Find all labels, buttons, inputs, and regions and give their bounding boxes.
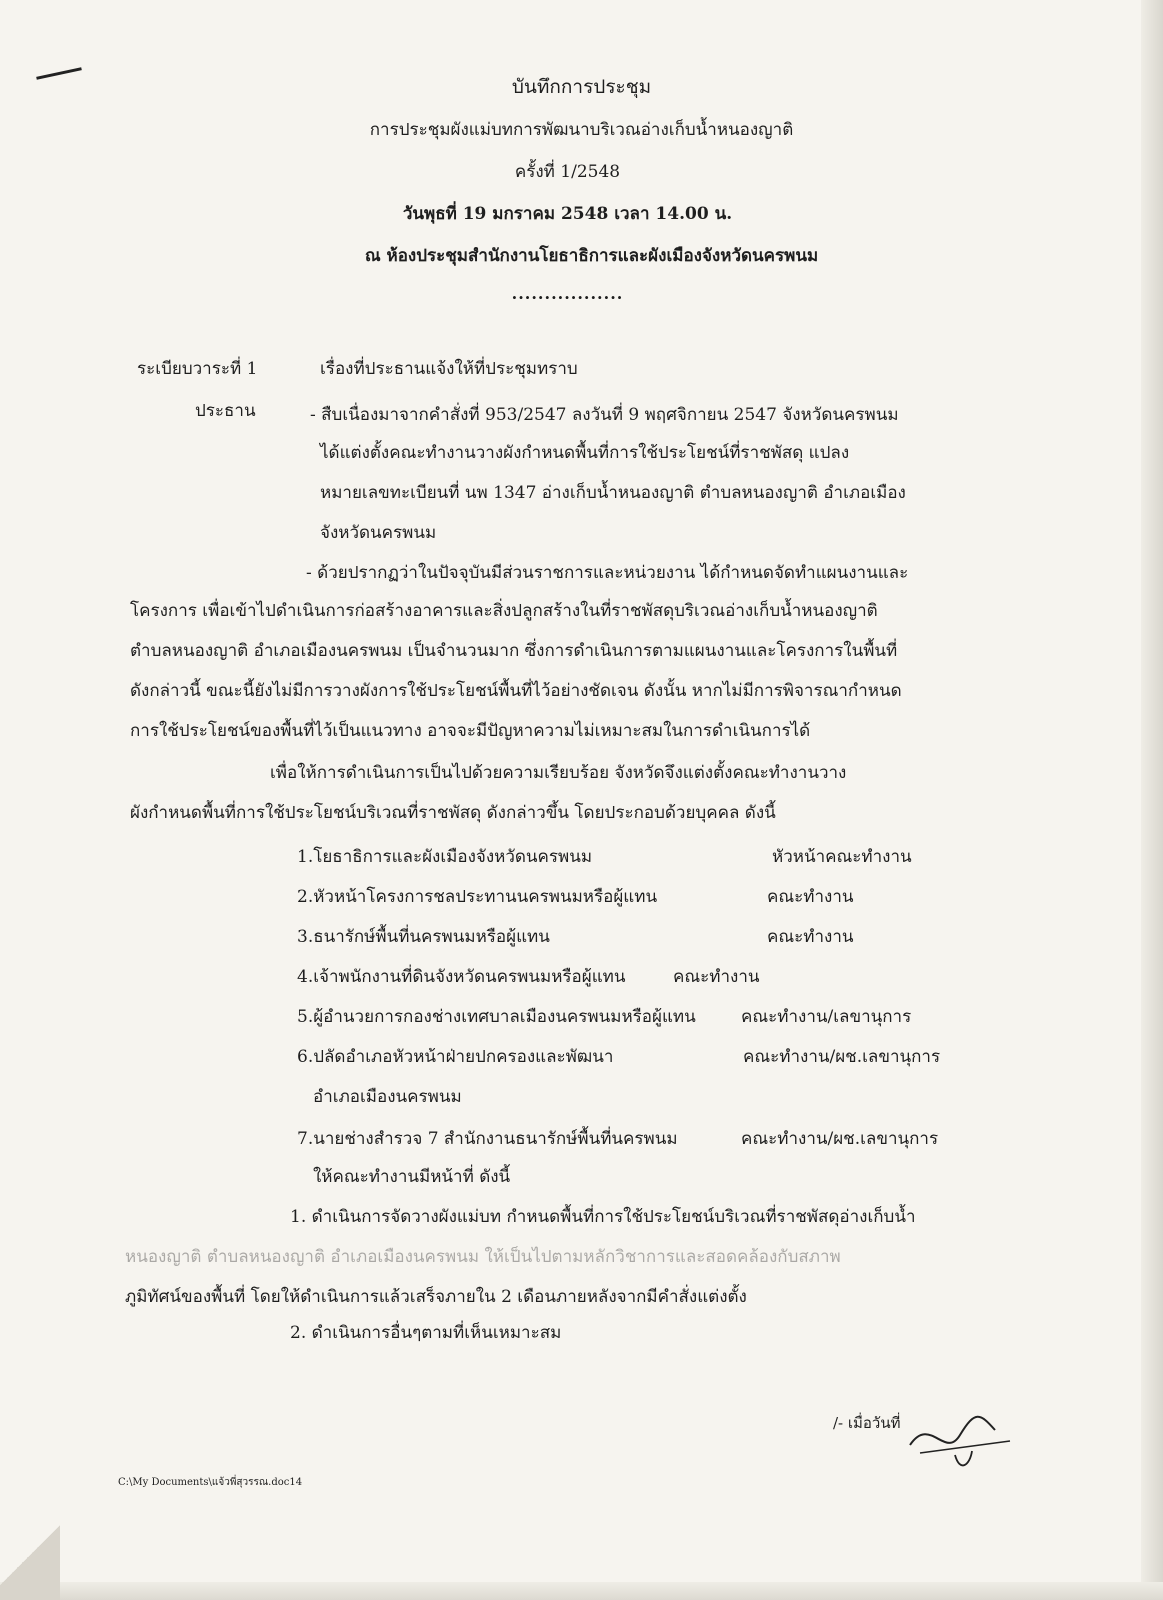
duty-line: ภูมิทัศน์ของพื้นที่ โดยให้ดำเนินการแล้วเสร็จภายใน 2 เดือนภายหลังจากมีคำสั่งแต่งตั้ง	[125, 1287, 747, 1307]
member-role: คณะทำงาน/ผช.เลขานุการ	[741, 1129, 939, 1149]
member-name: 7.นายช่างสำรวจ 7 สำนักงานธนารักษ์พื้นที่นครพนม	[297, 1129, 678, 1149]
page-edge-shadow-bottom	[0, 1582, 1163, 1600]
paragraph-line: จังหวัดนครพนม	[320, 523, 437, 543]
member-role: คณะทำงาน	[673, 967, 760, 987]
speaker-label: ประธาน	[195, 401, 256, 421]
continued-marker: /- เมื่อวันที่	[833, 1414, 901, 1432]
paragraph-line: ได้แต่งตั้งคณะทำงานวางผังกำหนดพื้นที่การใช้ประโยชน์ที่ราชพัสดุ แปลง	[320, 443, 850, 463]
file-path-footer: C:\My Documents\แจ้วพี่สุวรรณ.doc14	[118, 1477, 303, 1488]
duty-line-faded: หนองญาติ ตำบลหนองญาติ อำเภอเมืองนครพนม ให้เป็นไปตามหลักวิชาการและสอดคล้องกับสภาพ	[125, 1247, 841, 1267]
member-name: 1.โยธาธิการและผังเมืองจังหวัดนครพนม	[297, 847, 593, 867]
meeting-datetime: วันพุธที่ 19 มกราคม 2548 เวลา 14.00 น.	[402, 204, 733, 224]
document-title: บันทึกการประชุม	[511, 76, 652, 98]
member-name: 5.ผู้อำนวยการกองช่างเทศบาลเมืองนครพนมหรือผู้แทน	[297, 1007, 696, 1027]
paragraph-line: ผังกำหนดพื้นที่การใช้ประโยชน์บริเวณที่ราชพัสดุ ดังกล่าวขึ้น โดยประกอบด้วยบุคคล ดังนี้	[130, 803, 776, 823]
header-divider: .................	[511, 284, 624, 303]
handwritten-signature	[900, 1405, 1020, 1475]
meeting-venue: ณ ห้องประชุมสำนักงานโยธาธิการและผังเมืองจังหวัดนครพนม	[364, 246, 819, 266]
paragraph-line: - สืบเนื่องมาจากคำสั่งที่ 953/2547 ลงวันที่ 9 พฤศจิกายน 2547 จังหวัดนครพนม	[310, 405, 899, 425]
paragraph-line: - ด้วยปรากฏว่าในปัจจุบันมีส่วนราชการและหน่วยงาน ได้กำหนดจัดทำแผนงานและ	[306, 563, 909, 583]
member-role: หัวหน้าคณะทำงาน	[772, 847, 912, 867]
member-name: 3.ธนารักษ์พื้นที่นครพนมหรือผู้แทน	[297, 927, 550, 947]
paragraph-line: โครงการ เพื่อเข้าไปดำเนินการก่อสร้างอาคารและสิ่งปลูกสร้างในที่ราชพัสดุบริเวณอ่างเก็บน้ำหนองญาติ	[130, 601, 878, 621]
member-name: 2.หัวหน้าโครงการชลประทานนครพนมหรือผู้แทน	[297, 887, 658, 907]
agenda-topic: เรื่องที่ประธานแจ้งให้ที่ประชุมทราบ	[320, 359, 578, 379]
paragraph-line: ดังกล่าวนี้ ขณะนี้ยังไม่มีการวางผังการใช้ประโยชน์พื้นที่ไว้อย่างชัดเจน ดังนั้น หากไม่มีการพิจารณากำหนด	[130, 681, 902, 701]
paragraph-line: หมายเลขทะเบียนที่ นพ 1347 อ่างเก็บน้ำหนองญาติ ตำบลหนองญาติ อำเภอเมือง	[320, 483, 906, 503]
duty-line: 1. ดำเนินการจัดวางผังแม่บท กำหนดพื้นที่การใช้ประโยชน์บริเวณที่ราชพัสดุอ่างเก็บน้ำ	[290, 1207, 916, 1227]
member-role: คณะทำงาน/ผช.เลขานุการ	[743, 1047, 941, 1067]
paragraph-line: การใช้ประโยชน์ของพื้นที่ไว้เป็นแนวทาง อาจจะมีปัญหาความไม่เหมาะสมในการดำเนินการได้	[130, 721, 811, 741]
meeting-subtitle: การประชุมผังแม่บทการพัฒนาบริเวณอ่างเก็บน้ำหนองญาติ	[369, 120, 794, 140]
member-role: คณะทำงาน	[767, 887, 854, 907]
member-role: คณะทำงาน/เลขานุการ	[741, 1007, 912, 1027]
agenda-label: ระเบียบวาระที่ 1	[137, 359, 258, 379]
meeting-session: ครั้งที่ 1/2548	[514, 162, 621, 182]
duty-line: 2. ดำเนินการอื่นๆตามที่เห็นเหมาะสม	[290, 1323, 562, 1343]
member-name: 6.ปลัดอำเภอหัวหน้าฝ่ายปกครองและพัฒนา	[297, 1047, 614, 1067]
duties-intro: ให้คณะทำงานมีหน้าที่ ดังนี้	[313, 1167, 511, 1187]
paragraph-line: ตำบลหนองญาติ อำเภอเมืองนครพนม เป็นจำนวนมาก ซึ่งการดำเนินการตามแผนงานและโครงการในพื้นที่	[130, 641, 898, 661]
paragraph-line: เพื่อให้การดำเนินการเป็นไปด้วยความเรียบร้อย จังหวัดจึงแต่งตั้งคณะทำงานวาง	[270, 763, 847, 783]
member-name-continued: อำเภอเมืองนครพนม	[313, 1087, 462, 1107]
page-edge-shadow-right	[1141, 0, 1163, 1600]
member-name: 4.เจ้าพนักงานที่ดินจังหวัดนครพนมหรือผู้แทน	[297, 967, 626, 987]
folded-corner	[0, 1510, 60, 1600]
member-role: คณะทำงาน	[767, 927, 854, 947]
